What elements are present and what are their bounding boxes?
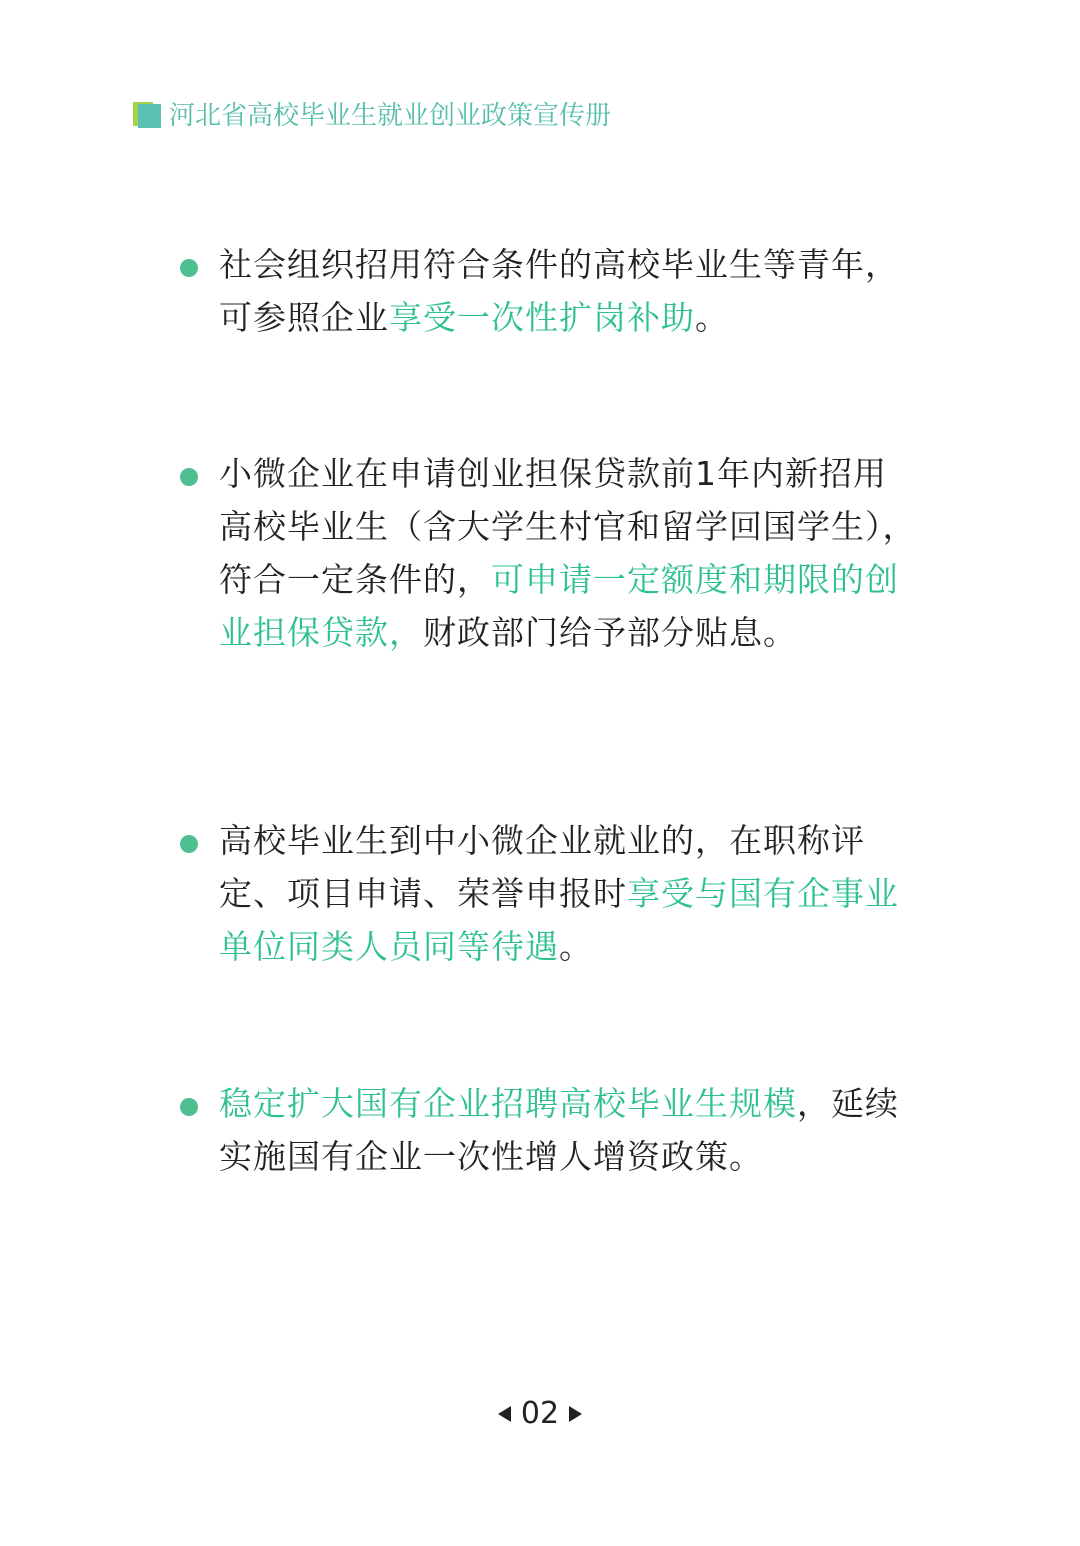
item-text-after: 。 xyxy=(559,927,593,966)
item-text-before: 高校毕业生到中小微企业就业的，在职称评定、项目申请、荣誉申报时 xyxy=(219,821,865,913)
item-highlight: 可申请一定额度和期限的创业担保贷款， xyxy=(219,560,899,652)
item-highlight: 享受一次性扩岗补助 xyxy=(389,298,695,337)
policy-item xyxy=(180,814,920,973)
policy-item-text xyxy=(219,1077,920,1183)
item-highlight: 享受与国有企事业单位同类人员同等待遇 xyxy=(219,874,899,966)
item-text-after: ，延续实施国有企业一次性增人增资政策。 xyxy=(219,1084,899,1176)
header-logo-icon xyxy=(133,98,163,128)
policy-item-text xyxy=(219,814,920,973)
item-text-before: 小微企业在申请创业担保贷款前1年内新招用高校毕业生（含大学生村官和留学回国学生），符合一定条件的， xyxy=(219,454,917,599)
policy-item xyxy=(180,238,920,344)
policy-item-text xyxy=(219,447,920,659)
item-text-after: 财政部门给予部分贴息。 xyxy=(423,613,797,652)
page-indicator xyxy=(0,1396,1080,1431)
item-highlight: 稳定扩大国有企业招聘高校毕业生规模 xyxy=(219,1084,797,1123)
item-text-after: 。 xyxy=(695,298,729,337)
bullet-icon xyxy=(180,259,198,277)
bullet-icon xyxy=(180,835,198,853)
next-page-icon[interactable] xyxy=(569,1406,582,1422)
header-title: 河北省高校毕业生就业创业政策宣传册 xyxy=(169,100,612,131)
previous-page-icon[interactable] xyxy=(498,1406,511,1422)
bullet-icon xyxy=(180,1098,198,1116)
page-header xyxy=(133,96,611,130)
policy-item xyxy=(180,447,920,659)
bullet-icon xyxy=(180,468,198,486)
item-text-before: 社会组织招用符合条件的高校毕业生等青年，可参照企业 xyxy=(219,245,899,337)
policy-item-text xyxy=(219,238,920,344)
policy-item xyxy=(180,1077,920,1183)
page-number: 02 xyxy=(520,1396,560,1431)
